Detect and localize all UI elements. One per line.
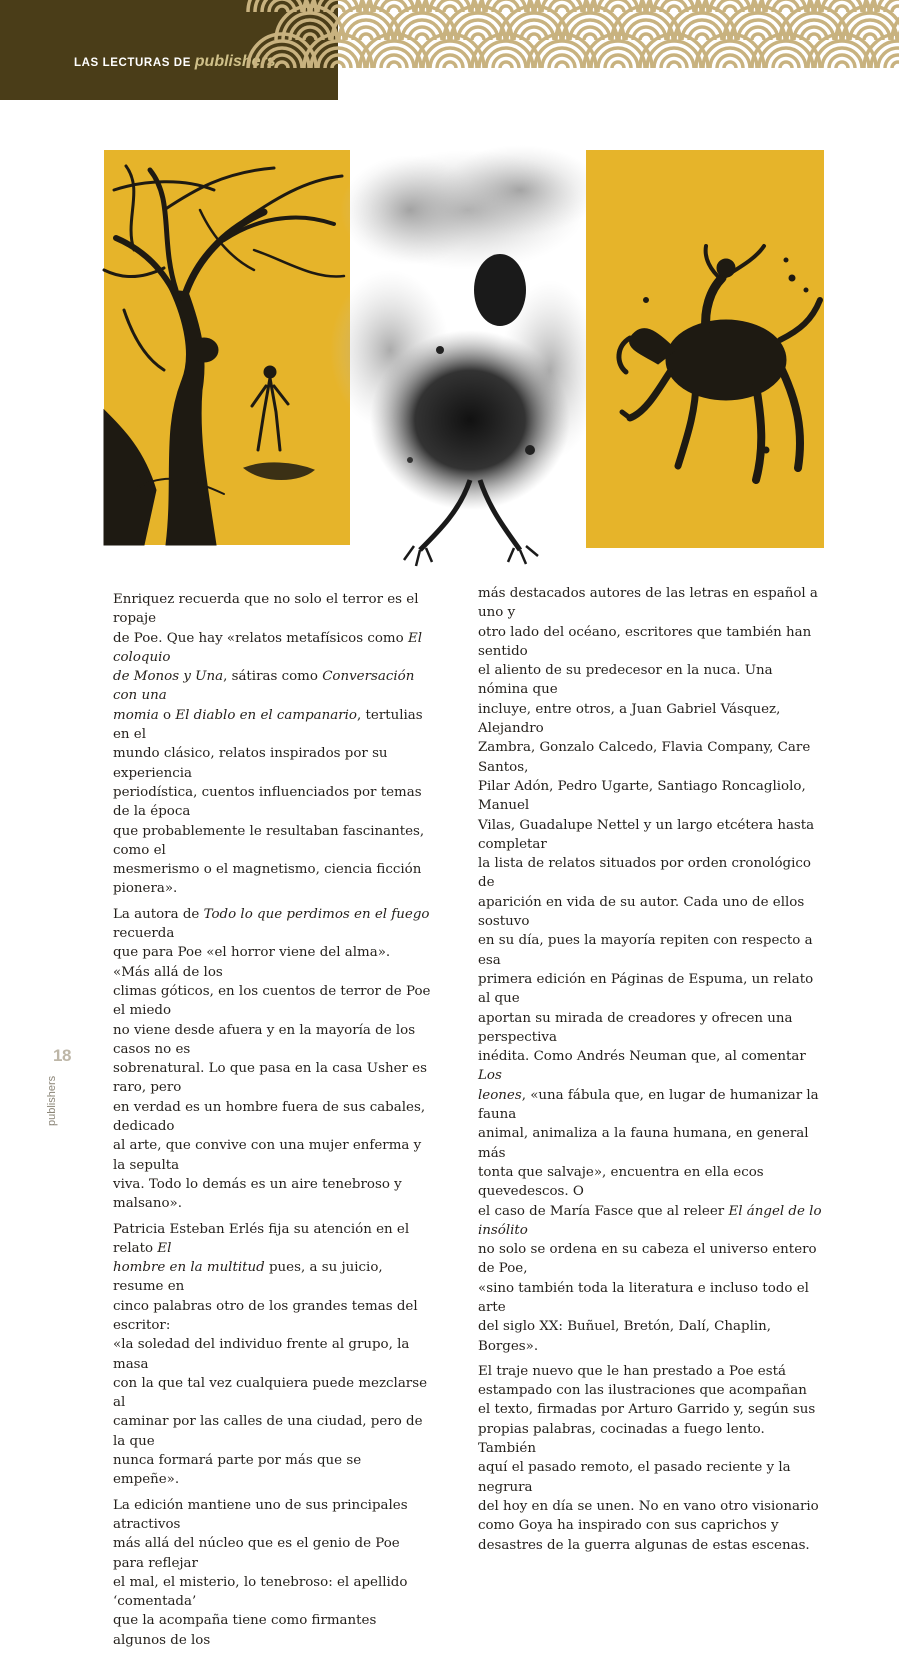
body-paragraph: [113, 905, 431, 1214]
wave-arc: [892, 62, 899, 68]
wave-arc: [500, 6, 512, 12]
wave-arc: [724, 62, 736, 68]
body-paragraph: [113, 1496, 431, 1650]
work-title: El coloquio de Monos y Una: [113, 630, 422, 685]
ink-splash-bird-icon: [350, 150, 586, 580]
wave-arc: [780, 6, 792, 12]
wave-arc: [528, 34, 540, 40]
tree-figure-illustration: [104, 150, 350, 545]
body-text: , «una fábula que, en lugar de humanizar la fauna animal, animaliza a la fauna humana, en general más tonta que salvaje», encuentra en ella ecos quevedescos. O el caso de María Fasce que al releer: [478, 1087, 819, 1219]
wave-arc: [752, 34, 764, 40]
ink-rider-horse-icon: [586, 150, 824, 548]
wave-arc: [500, 62, 512, 68]
body-text: Patricia Esteban Erlés fija su atención en el relato: [113, 1221, 410, 1256]
body-text: , sátiras como: [223, 669, 323, 685]
wave-arc: [444, 62, 456, 68]
wave-arc: [556, 6, 568, 12]
article-column-left: [113, 590, 431, 1656]
body-paragraph: [478, 1362, 826, 1555]
page-number: 18: [53, 1046, 71, 1065]
wave-arc: [696, 34, 708, 40]
folio-publishers-logo: publishers: [46, 1075, 58, 1126]
wave-arc: [388, 62, 400, 68]
body-text: La autora de: [113, 906, 204, 922]
wave-arc: [416, 34, 428, 40]
body-text: no solo se ordena en su cabeza el universo entero de Poe, «sino también toda la literatura e incluso todo el arte del siglo XX: Buñuel, Bretón, Dalí, Chaplin, Borges».: [478, 1242, 817, 1354]
rider-rearing-horse-illustration: [586, 150, 824, 548]
wave-arc: [668, 62, 680, 68]
wave-arc: [612, 62, 624, 68]
body-text: más destacados autores de las letras en español a uno y otro lado del océano, escritores que también han sentido el aliento de su predecesor en la nuca. Una nómina que incluye, entre otros, a Juan Gabriel Vásquez, Alejandro Zambra, Gonzalo Calcedo, Flavia Company, Care Santos, Pilar Adón, Pedro Ugarte, Santiago Roncagliolo, Manuel Vilas, Guadalupe Nettel y un largo etcétera hasta completar la lista de relatos situados por orden cronológico de aparición en vida de su autor. Cada uno de ellos sostuvo en su día, pues la mayoría repiten con respecto a esa primera edición en Páginas de Espuma, un relato al que aportan su mirada de creadores y ofrecen una perspectiva inédita. Como Andrés Neuman que, al comentar: [478, 586, 818, 1065]
wave-arc: [836, 6, 848, 12]
section-label-text: LAS LECTURAS DE: [74, 57, 195, 69]
wave-arc: [444, 6, 456, 12]
wave-arc: [332, 6, 344, 12]
work-title: Todo lo que perdimos en el fuego: [203, 906, 430, 922]
ink-tree-icon: [104, 150, 350, 545]
body-text: El traje nuevo que le han prestado a Poe está estampado con las ilustraciones que acompañan el texto, firmadas por Arturo Garrido y, según sus propias palabras, cocinadas a fuego lento. También aquí el pasado remoto, el pasado reciente y la negrura del hoy en día se unen. No en vano otro visionario como Goya ha inspirado con sus caprichos y desastres de la guerra algunas de estas escenas.: [478, 1363, 819, 1553]
wave-arc: [612, 6, 624, 12]
wave-arc: [808, 34, 820, 40]
wave-arc: [668, 6, 680, 12]
wave-arc: [780, 62, 792, 68]
work-title: El ángel de lo insólito: [478, 1203, 822, 1238]
body-text: pues, a su juicio, resume en cinco palabras otro de los grandes temas del escritor: «la soledad del individuo frente al grupo, la masa con la que tal vez cualquiera puede mezclarse al caminar por las calles de una ciudad, pero de la que nunca formará parte por más que se empeñe».: [113, 1260, 427, 1488]
work-title: Los leones: [478, 1068, 522, 1103]
work-title: El hombre en la multitud: [113, 1240, 265, 1276]
wave-arc: [640, 34, 652, 40]
wave-arc: [556, 62, 568, 68]
wave-pattern-graphic: [338, 0, 899, 100]
wave-arc: [864, 34, 876, 40]
decorative-wave-pattern: [338, 0, 899, 100]
wave-arc: [724, 6, 736, 12]
wave-arc: [584, 34, 596, 40]
body-paragraph: [113, 1220, 431, 1490]
body-text: , tertulias en el mundo clásico, relatos inspirados por su experiencia periodística, cuentos influenciados por temas de la época que probablemente le resultaban fascinantes, como el mesmerismo o el magnetismo, ciencia ficción pionera».: [113, 707, 425, 897]
section-label: [74, 53, 276, 71]
body-text: Enriquez recuerda que no solo el terror es el ropaje de Poe. Que hay «relatos metafísicos como: [113, 592, 419, 646]
publishers-logo: publishers: [194, 53, 276, 70]
work-title: Conversación con una momia: [113, 669, 415, 723]
wave-arc: [332, 62, 344, 68]
wave-arc: [836, 62, 848, 68]
article-column-right: [478, 584, 826, 1561]
body-text: recuerda que para Poe «el horror viene del alma». «Más allá de los climas góticos, en los cuentos de terror de Poe el miedo no viene desde afuera y en la mayoría de los casos no es sobrenatural. Lo que pasa en la casa Usher es raro, pero en verdad es un hombre fuera de sus cabales, dedicado al arte, que convive con una mujer enferma y la sepulta viva. Todo lo demás es un aire tenebroso y malsano».: [113, 926, 431, 1212]
wave-arc: [472, 34, 484, 40]
wave-arc: [388, 6, 400, 12]
body-text: La edición mantiene uno de sus principales atractivos más allá del núcleo que es el genio de Poe para reflejar el mal, el misterio, lo tenebroso: el apellido ‘comentada’ que la acompaña tiene como firmantes algunos de los: [113, 1497, 408, 1648]
ink-bird-creature-illustration: [350, 150, 586, 580]
body-paragraph: [478, 584, 826, 1356]
body-text: o: [158, 707, 176, 723]
body-paragraph: [113, 590, 431, 899]
wave-arc: [892, 6, 899, 12]
work-title: El diablo en el campanario: [175, 707, 357, 723]
wave-arc: [360, 34, 372, 40]
